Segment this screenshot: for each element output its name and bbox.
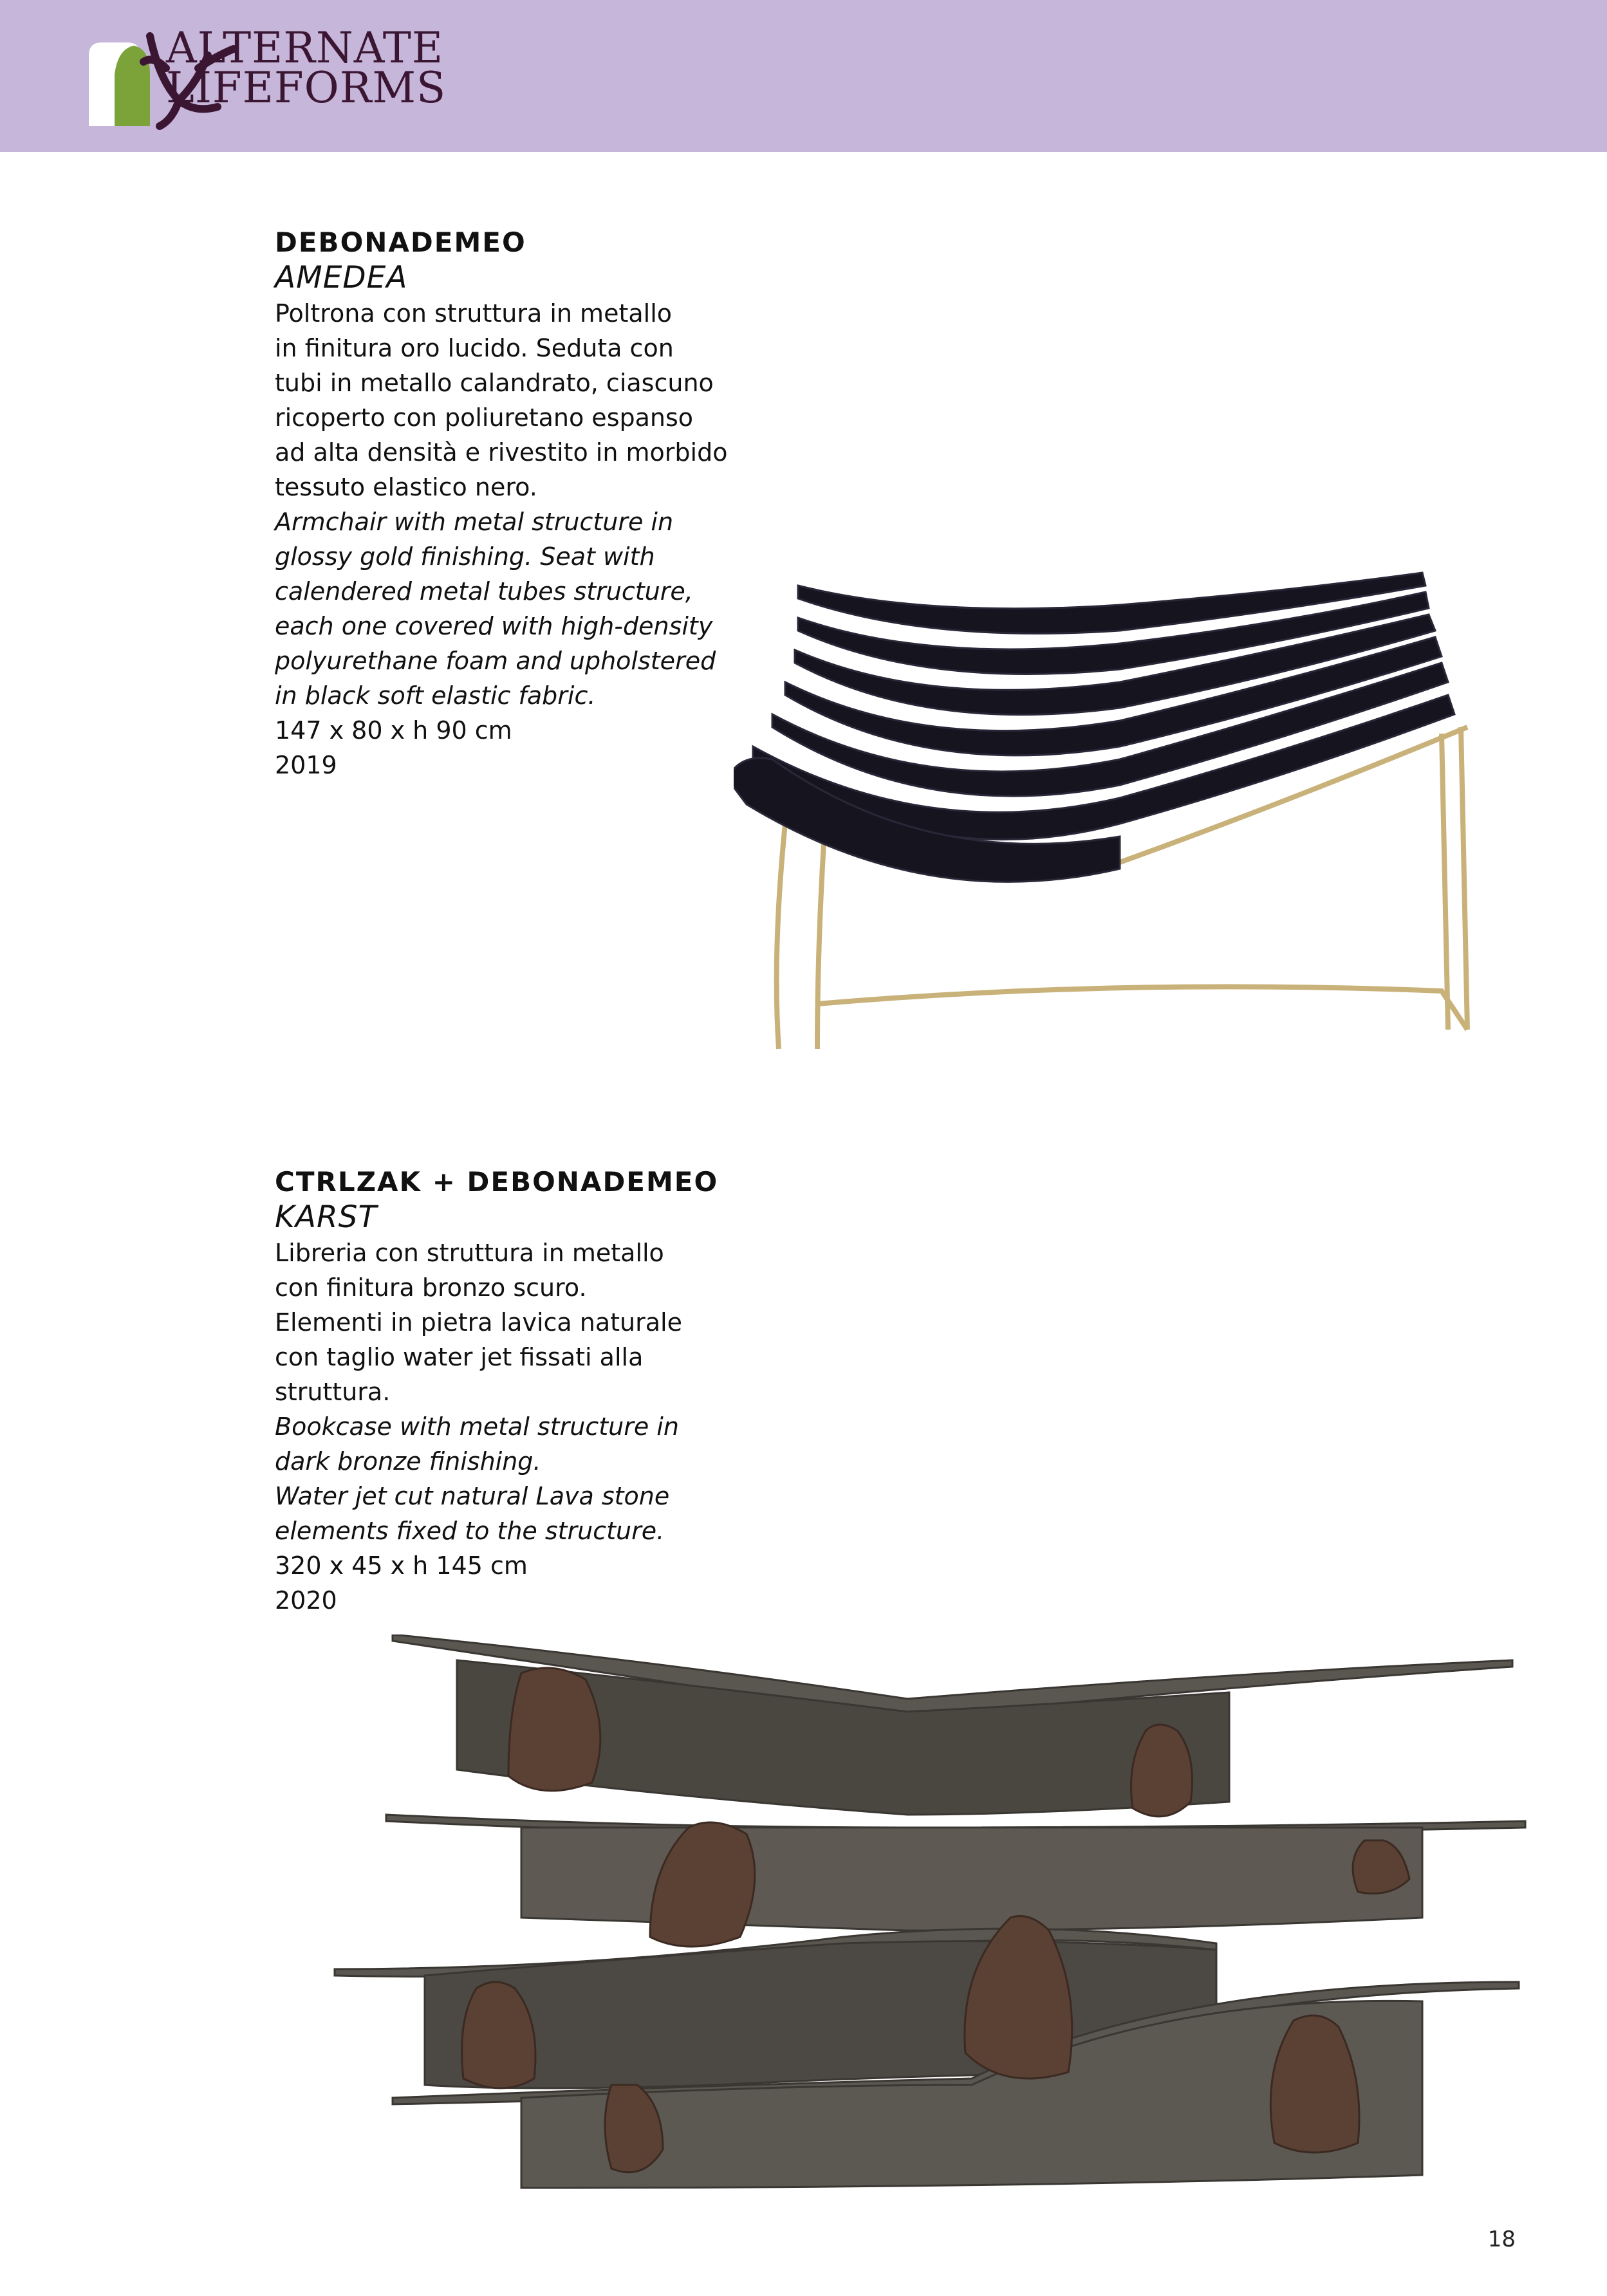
description-english: Armchair with metal structure in glossy gold finishing. Seat with calendered metal tubes structure, each one covered with high-density polyurethane foam and upholstered in black soft elastic fabric.	[275, 508, 716, 710]
description-english: Bookcase with metal structure in dark bronze finishing. Water jet cut natural Lava stone elements fixed to the structure.	[275, 1412, 679, 1545]
designer-name: CTRLZAK + DEBONADEMEO	[275, 1166, 719, 1198]
description-italian: Poltrona con struttura in metallo in finitura oro lucido. Seduta con tubi in metallo calandrato, ciascuno ricoperto con poliuretano espanso ad alta densità e rivestito in morbido tessuto elastico nero.	[275, 299, 728, 501]
logo-line-1: ALTERNATE	[166, 23, 444, 73]
description-italian: Libreria con struttura in metallo con finitura bronzo scuro. Elementi in pietra lavica naturale con taglio water jet fissati alla struttura.	[275, 1239, 682, 1406]
logo-line-2: LIFEFORMS	[166, 63, 447, 113]
karst-bookcase-image	[328, 1634, 1538, 2201]
product-title: AMEDEA	[275, 260, 408, 295]
designer-name: DEBONADEMEO	[275, 227, 526, 258]
product-title: KARST	[275, 1199, 378, 1235]
year: 2020	[275, 1586, 337, 1615]
product-entry-karst	[275, 1165, 764, 1618]
logo-wordmark	[166, 23, 447, 113]
dimensions: 320 x 45 x h 145 cm	[275, 1551, 528, 1580]
page-number: 18	[1487, 2227, 1516, 2252]
dimensions: 147 x 80 x h 90 cm	[275, 716, 512, 745]
product-entry-amedea	[275, 225, 764, 782]
header-band	[0, 0, 1607, 152]
year: 2019	[275, 751, 337, 779]
amedea-armchair-image	[734, 566, 1519, 1068]
